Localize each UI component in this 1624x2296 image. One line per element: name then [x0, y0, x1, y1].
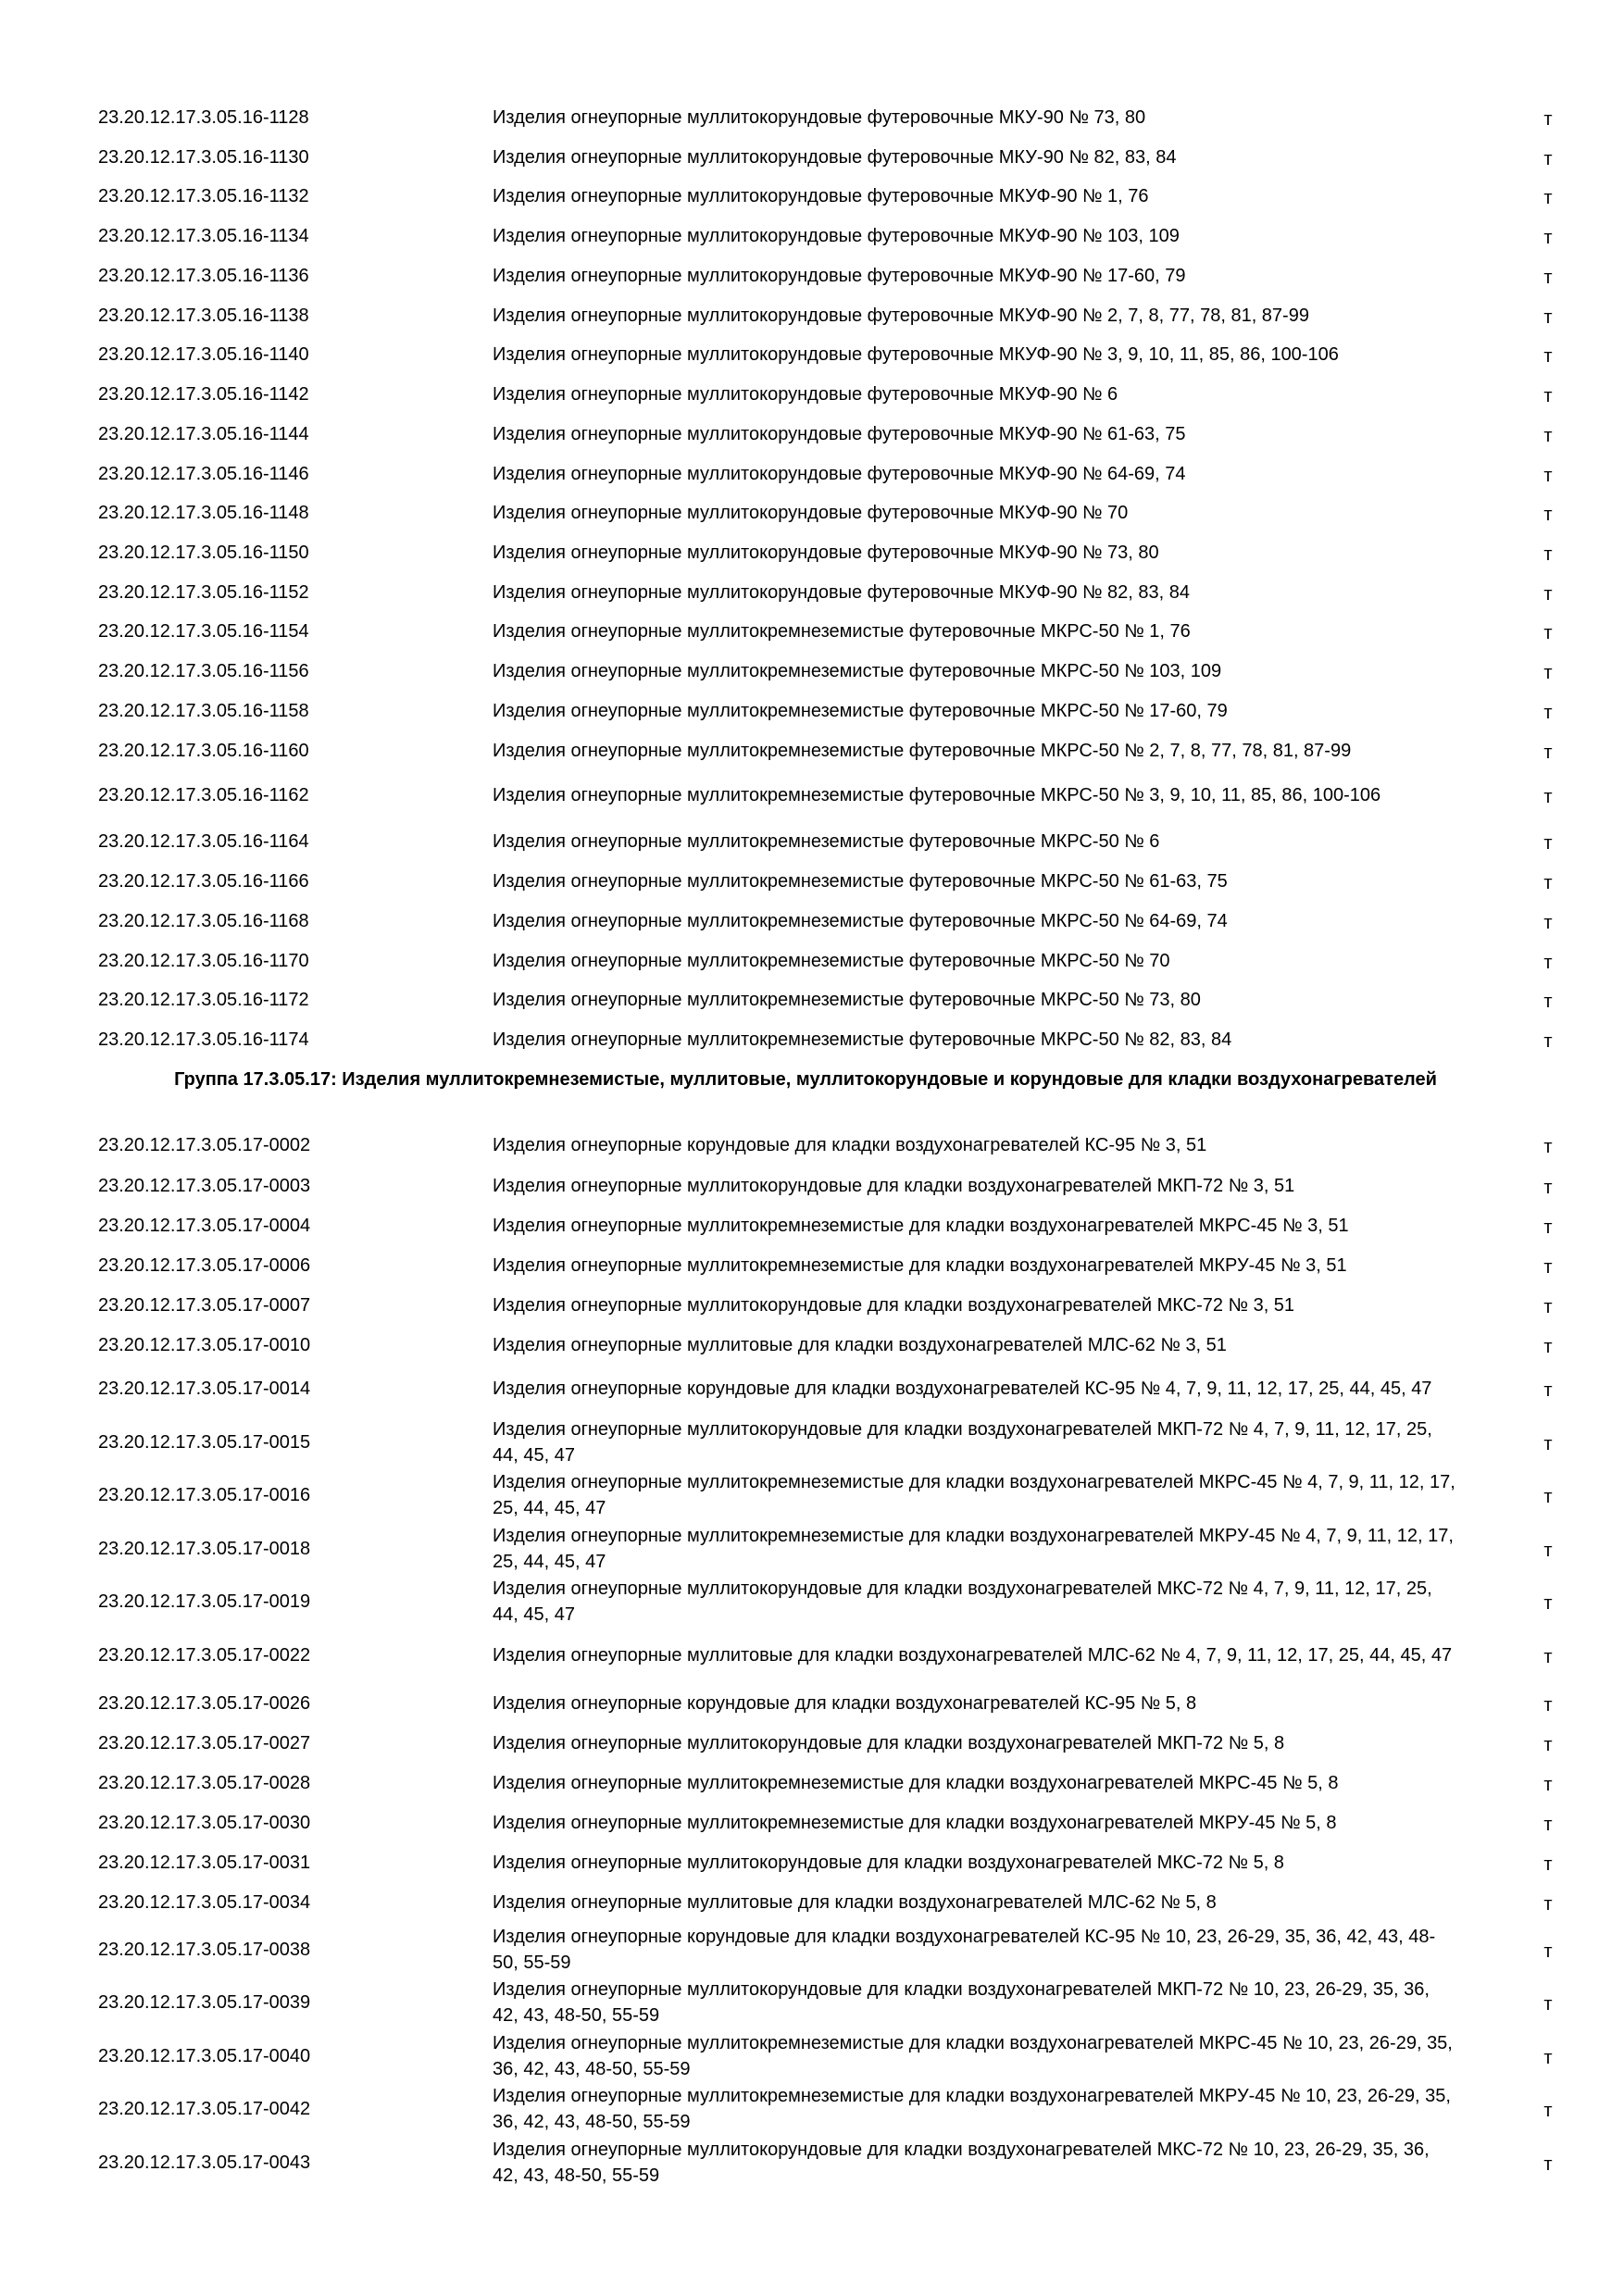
row-name: Изделия огнеупорные муллитокремнеземистые для кладки воздухонагревателей МКРС-45 № 5, 8	[493, 1773, 1339, 1793]
row-name: Изделия огнеупорные муллитокремнеземистые футеровочные МКРС-50 № 64-69, 74	[493, 911, 1228, 931]
row-name: Изделия огнеупорные муллитокорундовые для кладки воздухонагревателей МКС-72 № 5, 8	[493, 1853, 1284, 1873]
row-code: 23.20.12.17.3.05.17-0027	[98, 1733, 311, 1753]
row-name: Изделия огнеупорные корундовые для кладки воздухонагревателей КС-95 № 3, 51	[493, 1135, 1207, 1155]
row-name: Изделия огнеупорные муллитокорундовые футеровочные МКУФ-90 № 61-63, 75	[493, 424, 1186, 444]
row-code: 23.20.12.17.3.05.17-0007	[98, 1295, 311, 1316]
group-heading	[0, 1067, 1624, 1092]
row-name: Изделия огнеупорные муллитокорундовые для кладки воздухонагревателей МКП-72 № 10, 23, 26-29, 35, 36, 42, 43, 48-50, 55-59	[493, 1979, 1430, 2026]
row-name: Изделия огнеупорные муллитокорундовые для кладки воздухонагревателей МКС-72 № 3, 51	[493, 1295, 1295, 1316]
row-code: 23.20.12.17.3.05.16-1174	[98, 1029, 309, 1050]
row-unit: т	[1543, 1735, 1553, 1755]
row-code: 23.20.12.17.3.05.17-0028	[98, 1773, 311, 1793]
row-name: Изделия огнеупорные муллитокорундовые для кладки воздухонагревателей МКС-72 № 4, 7, 9, 11, 12, 17, 25, 44, 45, 47	[493, 1578, 1432, 1625]
row-unit: т	[1543, 346, 1553, 367]
row-unit: т	[1543, 873, 1553, 893]
row-code: 23.20.12.17.3.05.16-1134	[98, 226, 309, 246]
row-code: 23.20.12.17.3.05.17-0026	[98, 1693, 311, 1714]
row-name: Изделия огнеупорные муллитокорундовые для кладки воздухонагревателей МКП-72 № 5, 8	[493, 1733, 1285, 1753]
row-code: 23.20.12.17.3.05.16-1142	[98, 384, 309, 405]
row-code: 23.20.12.17.3.05.17-0016	[98, 1485, 311, 1505]
row-code: 23.20.12.17.3.05.16-1140	[98, 344, 309, 365]
row-unit: т	[1543, 1541, 1553, 1561]
row-name: Изделия огнеупорные муллитокорундовые футеровочные МКУФ-90 № 82, 83, 84	[493, 582, 1190, 603]
row-code: 23.20.12.17.3.05.16-1154	[98, 621, 309, 642]
row-unit: т	[1543, 1297, 1553, 1317]
row-unit: т	[1543, 1380, 1553, 1401]
row-name: Изделия огнеупорные муллитокорундовые футеровочные МКУФ-90 № 17-60, 79	[493, 266, 1186, 286]
row-name: Изделия огнеупорные муллитокорундовые футеровочные МКУФ-90 № 2, 7, 8, 77, 78, 81, 87-99	[493, 306, 1309, 326]
row-unit: т	[1543, 1137, 1553, 1157]
row-name: Изделия огнеупорные муллитокорундовые футеровочные МКУФ-90 № 70	[493, 503, 1129, 523]
row-unit: т	[1543, 466, 1553, 486]
row-unit: т	[1543, 544, 1553, 565]
row-code: 23.20.12.17.3.05.17-0010	[98, 1335, 311, 1355]
row-code: 23.20.12.17.3.05.16-1148	[98, 503, 309, 523]
row-unit: т	[1543, 386, 1553, 406]
row-name: Изделия огнеупорные муллитокремнеземистые футеровочные МКРС-50 № 6	[493, 831, 1160, 852]
row-unit: т	[1543, 109, 1553, 130]
row-name: Изделия огнеупорные корундовые для кладки воздухонагревателей КС-95 № 10, 23, 26-29, 35, 36, 42, 43, 48-50, 55-59	[493, 1927, 1436, 1973]
row-code: 23.20.12.17.3.05.17-0031	[98, 1853, 311, 1873]
row-unit: т	[1543, 833, 1553, 854]
row-unit: т	[1543, 1994, 1553, 2015]
row-name: Изделия огнеупорные муллитокорундовые футеровочные МКУФ-90 № 3, 9, 10, 11, 85, 86, 100-106	[493, 344, 1339, 365]
row-code: 23.20.12.17.3.05.16-1130	[98, 147, 309, 168]
row-unit: т	[1543, 742, 1553, 763]
row-name: Изделия огнеупорные муллитокорундовые для кладки воздухонагревателей МКП-72 № 3, 51	[493, 1176, 1295, 1196]
row-name: Изделия огнеупорные муллитокремнеземистые футеровочные МКРС-50 № 70	[493, 951, 1170, 971]
row-name: Изделия огнеупорные муллитокорундовые футеровочные МКУФ-90 № 1, 76	[493, 186, 1149, 206]
row-unit: т	[1543, 149, 1553, 169]
row-unit: т	[1543, 703, 1553, 723]
row-code: 23.20.12.17.3.05.17-0030	[98, 1813, 311, 1833]
row-name: Изделия огнеупорные корундовые для кладки воздухонагревателей КС-95 № 5, 8	[493, 1693, 1197, 1714]
row-unit: т	[1543, 1815, 1553, 1835]
row-code: 23.20.12.17.3.05.16-1144	[98, 424, 309, 444]
row-code: 23.20.12.17.3.05.16-1156	[98, 661, 309, 681]
row-unit: т	[1543, 1434, 1553, 1454]
row-name: Изделия огнеупорные муллитокремнеземистые футеровочные МКРС-50 № 61-63, 75	[493, 871, 1228, 892]
row-code: 23.20.12.17.3.05.17-0042	[98, 2099, 311, 2119]
row-unit: т	[1543, 1775, 1553, 1795]
row-code: 23.20.12.17.3.05.16-1152	[98, 582, 309, 603]
row-code: 23.20.12.17.3.05.16-1166	[98, 871, 309, 892]
row-unit: т	[1543, 228, 1553, 248]
row-code: 23.20.12.17.3.05.16-1136	[98, 266, 309, 286]
row-code: 23.20.12.17.3.05.16-1164	[98, 831, 309, 852]
row-name: Изделия огнеупорные муллитокремнеземистые футеровочные МКРС-50 № 82, 83, 84	[493, 1029, 1232, 1050]
row-unit: т	[1543, 913, 1553, 933]
row-code: 23.20.12.17.3.05.17-0018	[98, 1539, 311, 1559]
row-code: 23.20.12.17.3.05.17-0004	[98, 1216, 311, 1236]
row-name: Изделия огнеупорные муллитокорундовые футеровочные МКУФ-90 № 64-69, 74	[493, 464, 1186, 484]
row-unit: т	[1543, 1031, 1553, 1052]
row-unit: т	[1543, 307, 1553, 328]
row-name: Изделия огнеупорные муллитокремнеземистые для кладки воздухонагревателей МКРС-45 № 10, 23, 26-29, 35, 36, 42, 43, 48-50, 55-59	[493, 2033, 1453, 2079]
row-code: 23.20.12.17.3.05.17-0034	[98, 1892, 311, 1913]
row-name: Изделия огнеупорные муллитокорундовые футеровочные МКУФ-90 № 6	[493, 384, 1118, 405]
row-code: 23.20.12.17.3.05.16-1150	[98, 543, 309, 563]
row-name: Изделия огнеупорные муллитокремнеземистые футеровочные МКРС-50 № 73, 80	[493, 990, 1201, 1010]
row-name: Изделия огнеупорные муллитовые для кладки воздухонагревателей МЛС-62 № 4, 7, 9, 11, 12, 17, 25, 44, 45, 47	[493, 1645, 1453, 1666]
row-unit: т	[1543, 1854, 1553, 1875]
row-code: 23.20.12.17.3.05.17-0015	[98, 1432, 311, 1453]
row-code: 23.20.12.17.3.05.17-0003	[98, 1176, 311, 1196]
row-unit: т	[1543, 584, 1553, 605]
row-name: Изделия огнеупорные муллитокремнеземистые футеровочные МКРС-50 № 2, 7, 8, 77, 78, 81, 87-99	[493, 741, 1352, 761]
row-unit: т	[1543, 1695, 1553, 1716]
row-unit: т	[1543, 2101, 1553, 2121]
row-unit: т	[1543, 1217, 1553, 1238]
row-name: Изделия огнеупорные муллитокорундовые футеровочные МКУФ-90 № 103, 109	[493, 226, 1180, 246]
row-code: 23.20.12.17.3.05.17-0022	[98, 1645, 311, 1666]
row-code: 23.20.12.17.3.05.16-1138	[98, 306, 309, 326]
row-code: 23.20.12.17.3.05.17-0039	[98, 1992, 311, 2013]
row-name: Изделия огнеупорные муллитокремнеземистые для кладки воздухонагревателей МКРУ-45 № 5, 8	[493, 1813, 1337, 1833]
row-code: 23.20.12.17.3.05.16-1172	[98, 990, 309, 1010]
row-unit: т	[1543, 953, 1553, 973]
row-code: 23.20.12.17.3.05.17-0014	[98, 1379, 311, 1399]
row-code: 23.20.12.17.3.05.16-1170	[98, 951, 309, 971]
row-unit: т	[1543, 623, 1553, 643]
row-name: Изделия огнеупорные корундовые для кладки воздухонагревателей КС-95 № 4, 7, 9, 11, 12, 17, 25, 44, 45, 47	[493, 1379, 1432, 1399]
row-name: Изделия огнеупорные муллитокремнеземистые для кладки воздухонагревателей МКРУ-45 № 3, 51	[493, 1255, 1347, 1276]
row-name: Изделия огнеупорные муллитокремнеземистые для кладки воздухонагревателей МКРС-45 № 4, 7, 9, 11, 12, 17, 25, 44, 45, 47	[493, 1472, 1455, 1518]
row-name: Изделия огнеупорные муллитовые для кладки воздухонагревателей МЛС-62 № 5, 8	[493, 1892, 1217, 1913]
row-unit: т	[1543, 188, 1553, 208]
row-unit: т	[1543, 787, 1553, 807]
row-code: 23.20.12.17.3.05.17-0002	[98, 1135, 311, 1155]
row-unit: т	[1543, 1941, 1553, 1962]
row-name: Изделия огнеупорные муллитокремнеземистые футеровочные МКРС-50 № 1, 76	[493, 621, 1191, 642]
row-unit: т	[1543, 1894, 1553, 1915]
row-unit: т	[1543, 1593, 1553, 1614]
row-name: Изделия огнеупорные муллитовые для кладки воздухонагревателей МЛС-62 № 3, 51	[493, 1335, 1227, 1355]
row-unit: т	[1543, 1647, 1553, 1667]
row-name: Изделия огнеупорные муллитокремнеземистые для кладки воздухонагревателей МКРУ-45 № 4, 7, 9, 11, 12, 17, 25, 44, 45, 47	[493, 1526, 1454, 1572]
row-unit: т	[1543, 268, 1553, 288]
row-unit: т	[1543, 426, 1553, 446]
row-unit: т	[1543, 992, 1553, 1012]
row-unit: т	[1543, 1487, 1553, 1507]
row-name: Изделия огнеупорные муллитокремнеземистые футеровочные МКРС-50 № 17-60, 79	[493, 701, 1228, 721]
row-code: 23.20.12.17.3.05.17-0006	[98, 1255, 311, 1276]
row-name: Изделия огнеупорные муллитокремнеземистые для кладки воздухонагревателей МКРУ-45 № 10, 23, 26-29, 35, 36, 42, 43, 48-50, 55-59	[493, 2086, 1451, 2132]
row-code: 23.20.12.17.3.05.17-0038	[98, 1940, 311, 1960]
row-name: Изделия огнеупорные муллитокорундовые футеровочные МКУ-90 № 73, 80	[493, 107, 1146, 128]
row-code: 23.20.12.17.3.05.16-1128	[98, 107, 309, 128]
row-code: 23.20.12.17.3.05.16-1132	[98, 186, 309, 206]
row-code: 23.20.12.17.3.05.17-0043	[98, 2152, 311, 2173]
row-unit: т	[1543, 1257, 1553, 1278]
row-name: Изделия огнеупорные муллитокремнеземистые футеровочные МКРС-50 № 103, 109	[493, 661, 1222, 681]
row-unit: т	[1543, 505, 1553, 525]
row-unit: т	[1543, 663, 1553, 683]
row-name: Изделия огнеупорные муллитокорундовые футеровочные МКУФ-90 № 73, 80	[493, 543, 1159, 563]
row-code: 23.20.12.17.3.05.17-0019	[98, 1591, 311, 1612]
row-code: 23.20.12.17.3.05.16-1158	[98, 701, 309, 721]
row-code: 23.20.12.17.3.05.17-0040	[98, 2046, 311, 2066]
row-code: 23.20.12.17.3.05.16-1146	[98, 464, 309, 484]
row-unit: т	[1543, 1178, 1553, 1198]
row-name: Изделия огнеупорные муллитокремнеземистые футеровочные МКРС-50 № 3, 9, 10, 11, 85, 86, 100-106	[493, 785, 1381, 805]
row-code: 23.20.12.17.3.05.16-1160	[98, 741, 309, 761]
row-code: 23.20.12.17.3.05.16-1168	[98, 911, 309, 931]
group-heading-text: Группа 17.3.05.17: Изделия муллитокремнеземистые, муллитовые, муллитокорундовые и корундовые для кладки воздухонагревателей	[174, 1069, 1437, 1090]
row-code: 23.20.12.17.3.05.16-1162	[98, 785, 309, 805]
row-unit: т	[1543, 2048, 1553, 2068]
row-name: Изделия огнеупорные муллитокорундовые футеровочные МКУ-90 № 82, 83, 84	[493, 147, 1177, 168]
row-unit: т	[1543, 2154, 1553, 2175]
row-name: Изделия огнеупорные муллитокремнеземистые для кладки воздухонагревателей МКРС-45 № 3, 51	[493, 1216, 1349, 1236]
row-unit: т	[1543, 1337, 1553, 1357]
row-name: Изделия огнеупорные муллитокорундовые для кладки воздухонагревателей МКП-72 № 4, 7, 9, 11, 12, 17, 25, 44, 45, 47	[493, 1419, 1432, 1466]
row-name: Изделия огнеупорные муллитокорундовые для кладки воздухонагревателей МКС-72 № 10, 23, 26-29, 35, 36, 42, 43, 48-50, 55-59	[493, 2140, 1430, 2186]
